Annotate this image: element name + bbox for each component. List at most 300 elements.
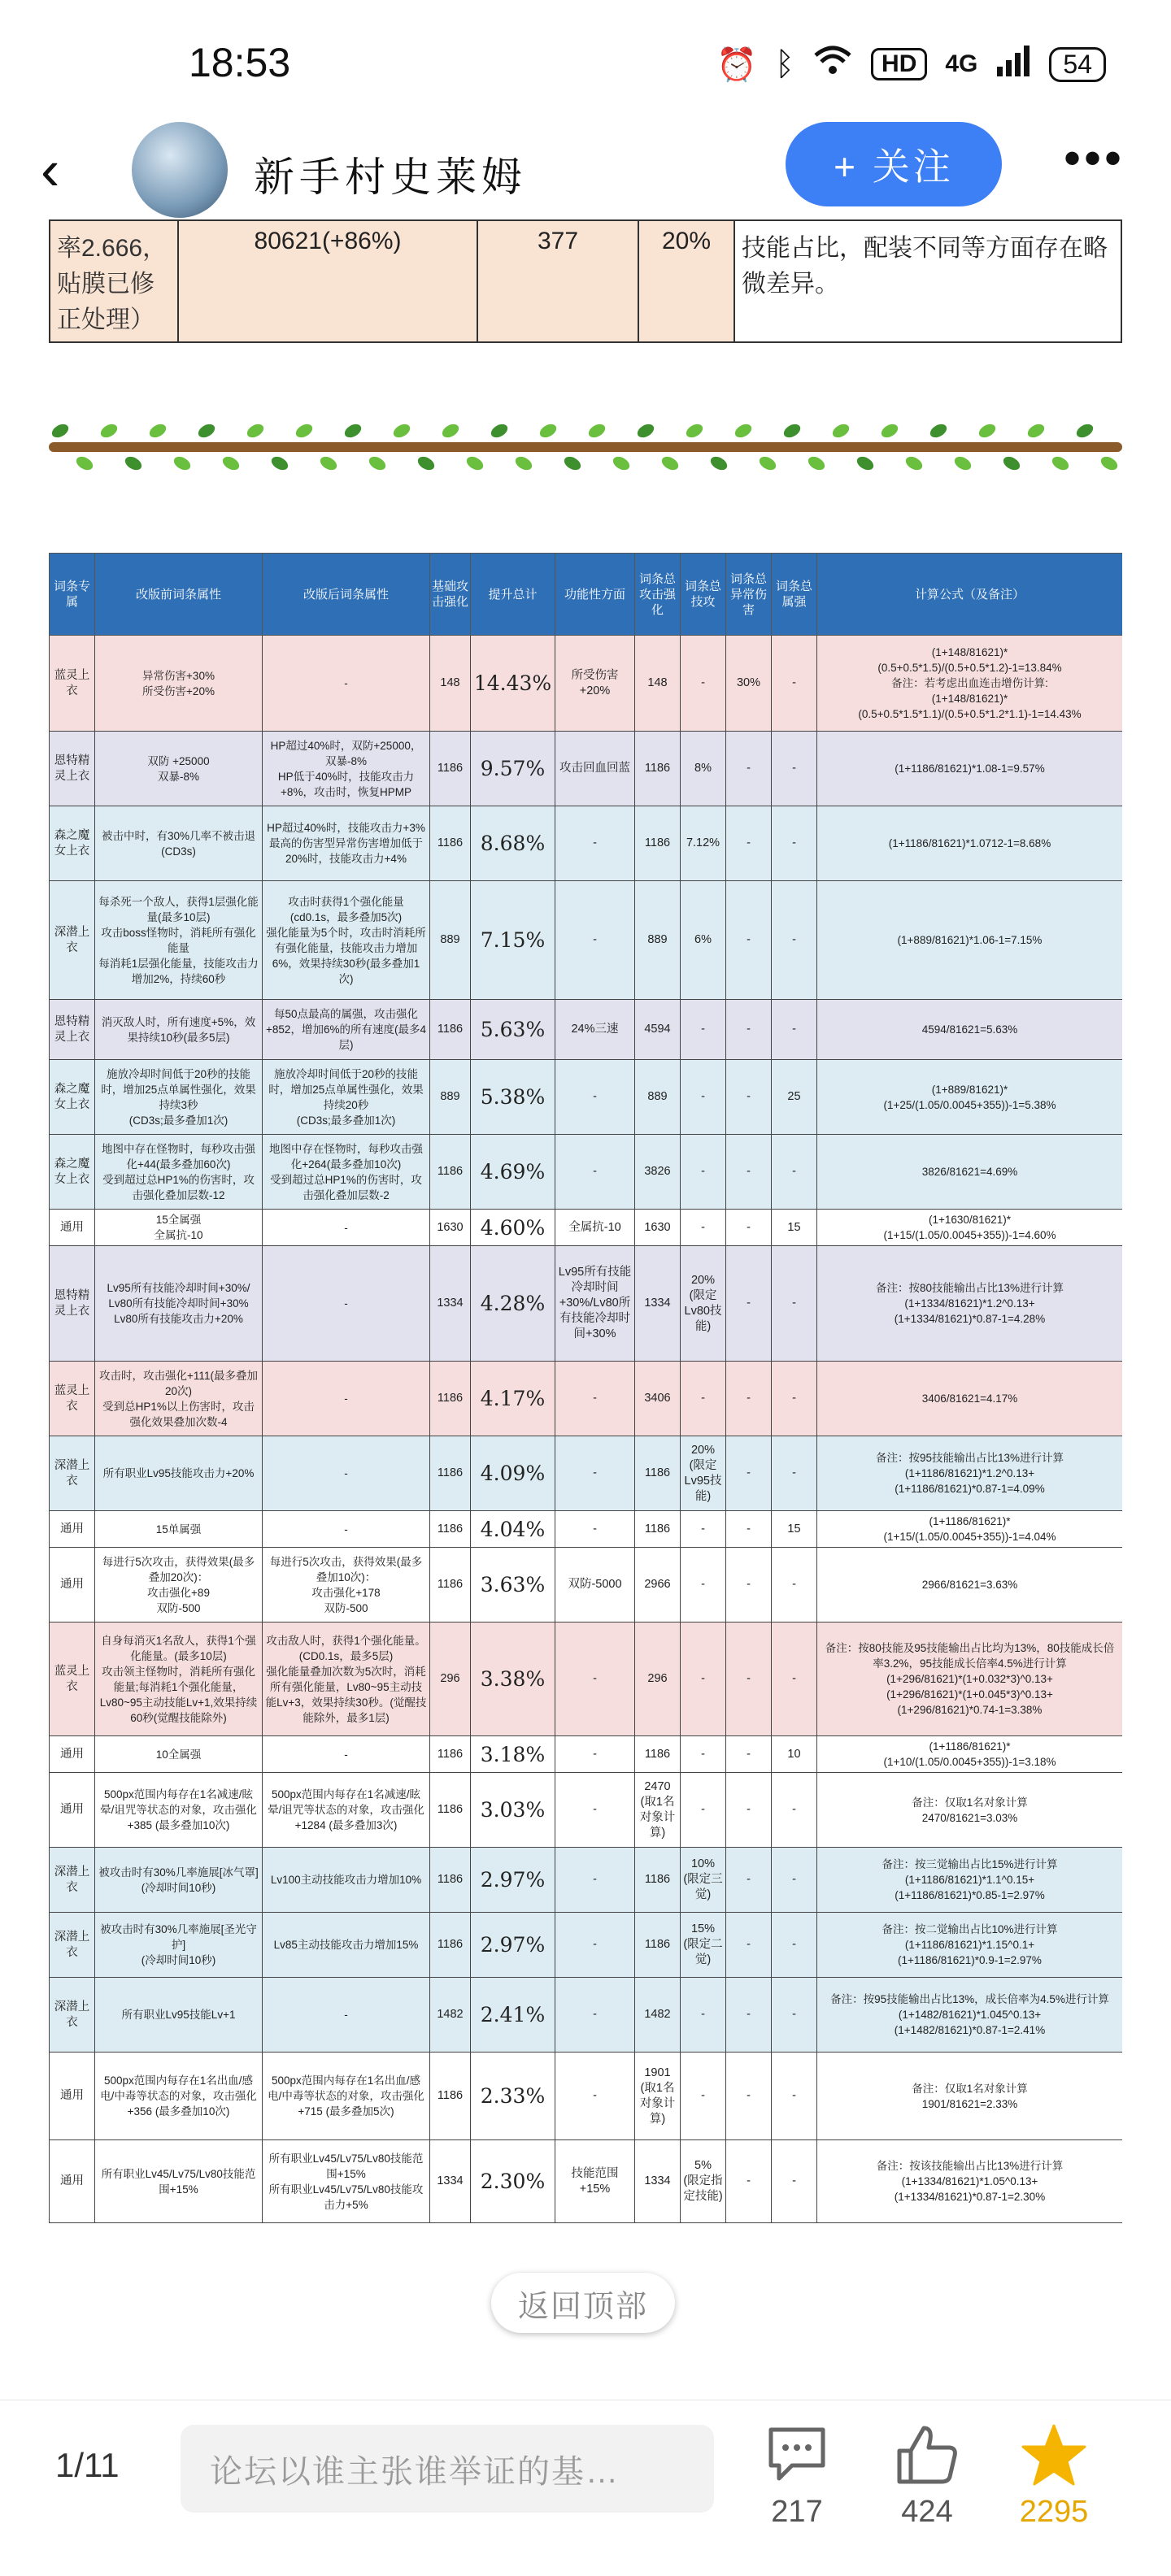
cell-formula: 备注：按95技能输出占比13%，成长倍率为4.5%进行计算 (1+1482/81621)*1.045^0.13+ (1+1482/81621)*0.87-1=2.41% xyxy=(817,1978,1123,2053)
table-cell xyxy=(50,220,178,342)
cell-base: 1186 xyxy=(430,732,471,806)
leaf-shape xyxy=(977,421,998,440)
cell-base: 1334 xyxy=(430,2140,471,2223)
cell-atk: 2966 xyxy=(635,1548,681,1622)
cell-text: 20% xyxy=(661,228,712,254)
leaf-shape xyxy=(806,454,827,472)
cell-formula: 备注：按80技能输出占比13%进行计算 (1+1334/81621)*1.2^0.13+ (1+1334/81621)*0.87-1=4.28% xyxy=(817,1246,1123,1362)
cell-abn: - xyxy=(726,1362,772,1436)
cell-func: - xyxy=(555,1848,635,1913)
cell-after: 500px范围内每存在1名出血/感电/中毒等状态的对象，攻击强化+715 (最多叠加5次) xyxy=(263,2053,430,2140)
cell-formula: (1+1186/81621)*1.0712-1=8.68% xyxy=(817,806,1123,881)
cell-skill: - xyxy=(681,1511,726,1548)
cell-total: 7.15% xyxy=(471,881,555,1000)
column-header: 词条总异常伤害 xyxy=(726,554,772,636)
table-row xyxy=(50,1848,1123,1913)
cell-abn: - xyxy=(726,806,772,881)
hd-badge: HD xyxy=(871,48,927,80)
cell-before: 被攻击时有30%几率施展[圣光守护] (冷却时间10秒) xyxy=(95,1913,263,1978)
cell-elem: - xyxy=(772,2053,817,2140)
cell-total: 4.09% xyxy=(471,1436,555,1511)
cell-skill: - xyxy=(681,1135,726,1210)
cell-skill: - xyxy=(681,1548,726,1622)
leaf-shape xyxy=(74,454,95,472)
cell-func: 技能范围+15% xyxy=(555,2140,635,2223)
cell-formula: 2966/81621=3.63% xyxy=(817,1548,1123,1622)
alarm-icon: ⏰ xyxy=(716,46,758,83)
cell-atk: 4594 xyxy=(635,1000,681,1060)
table-row xyxy=(50,636,1123,732)
leaf-shape xyxy=(220,454,242,472)
more-icon[interactable]: ••• xyxy=(1064,131,1125,185)
cell-skill: 20% (限定Lv95技能) xyxy=(681,1436,726,1511)
table-row xyxy=(50,881,1123,1000)
cell-func: 24%三速 xyxy=(555,1000,635,1060)
cell-abn: - xyxy=(726,1436,772,1511)
cell-formula: 3826/81621=4.69% xyxy=(817,1135,1123,1210)
leaf-shape xyxy=(855,454,876,472)
cell-base: 296 xyxy=(430,1622,471,1736)
cell-elem: - xyxy=(772,1622,817,1736)
cell-func: - xyxy=(555,1362,635,1436)
cell-elem: - xyxy=(772,1978,817,2053)
cell-skill: - xyxy=(681,1210,726,1246)
cell-skill: - xyxy=(681,1773,726,1848)
cell-elem: - xyxy=(772,1362,817,1436)
cell-slot: 通用 xyxy=(50,1511,95,1548)
leaf-shape xyxy=(367,454,388,472)
leaf-shape xyxy=(611,454,632,472)
cell-formula: 备注：按三觉输出占比15%进行计算 (1+1186/81621)*1.1^0.15+ (1+1186/81621)*0.85-1=2.97% xyxy=(817,1848,1123,1913)
cell-slot: 通用 xyxy=(50,1773,95,1848)
cell-total: 8.68% xyxy=(471,806,555,881)
cell-elem: 15 xyxy=(772,1210,817,1246)
signal-icon xyxy=(995,44,1031,85)
cell-after: - xyxy=(263,1362,430,1436)
status-icons xyxy=(716,44,1106,85)
cell-atk: 1186 xyxy=(635,806,681,881)
cell-abn: - xyxy=(726,1000,772,1060)
cell-formula: 备注：仅取1名对象计算 1901/81621=2.33% xyxy=(817,2053,1123,2140)
avatar[interactable] xyxy=(132,122,228,218)
table-row xyxy=(50,1511,1123,1548)
cell-slot: 通用 xyxy=(50,1736,95,1773)
leaf-shape xyxy=(538,421,559,440)
post-content xyxy=(49,219,1122,2341)
comparison-table-wrap xyxy=(49,553,1122,2223)
table-row xyxy=(50,1773,1123,1848)
leaf-shape xyxy=(464,454,485,472)
cell-after: - xyxy=(263,1210,430,1246)
cell-after: Lv85主动技能攻击力增加15% xyxy=(263,1913,430,1978)
column-header: 基础攻击强化 xyxy=(430,554,471,636)
cell-elem: - xyxy=(772,732,817,806)
cell-elem: - xyxy=(772,1135,817,1210)
table-row xyxy=(50,1913,1123,1978)
cell-skill: - xyxy=(681,1000,726,1060)
cell-atk: 3826 xyxy=(635,1135,681,1210)
follow-button[interactable]: + 关注 xyxy=(786,122,1002,206)
cell-after: - xyxy=(263,1511,430,1548)
like-count: 424 xyxy=(901,2495,953,2529)
back-to-top-button[interactable]: 返回顶部 xyxy=(491,2273,675,2333)
thumbs-up-icon xyxy=(878,2418,976,2491)
cell-func: - xyxy=(555,1736,635,1773)
bluetooth-icon: ᛒ xyxy=(775,46,795,82)
cell-skill: 5% (限定指定技能) xyxy=(681,2140,726,2223)
table-row xyxy=(50,1210,1123,1246)
cell-formula: 备注：按95技能输出占比13%进行计算 (1+1186/81621)*1.2^0.13+ (1+1186/81621)*0.87-1=4.09% xyxy=(817,1436,1123,1511)
cell-abn: - xyxy=(726,732,772,806)
cell-slot: 森之魔女上衣 xyxy=(50,806,95,881)
cell-base: 1186 xyxy=(430,1511,471,1548)
cell-total: 9.57% xyxy=(471,732,555,806)
table-cell xyxy=(734,220,1121,342)
cell-before: 消灭敌人时，所有速度+5%，效果持续10秒(最多5层) xyxy=(95,1000,263,1060)
leaf-shape xyxy=(1025,421,1047,440)
cell-base: 1186 xyxy=(430,1135,471,1210)
cell-before: 每杀死一个敌人，获得1层强化能量(最多10层) 攻击boss怪物时，消耗所有强化能量 每消耗1层强化能量，技能攻击力增加2%，持续60秒 xyxy=(95,881,263,1000)
cell-slot: 深潜上衣 xyxy=(50,1978,95,2053)
cell-atk: 1186 xyxy=(635,1436,681,1511)
leaf-shape xyxy=(660,454,681,472)
leaf-shape xyxy=(635,421,656,440)
page-indicator[interactable]: 1/11 xyxy=(55,2446,120,2484)
cell-slot: 森之魔女上衣 xyxy=(50,1135,95,1210)
cell-skill: - xyxy=(681,1622,726,1736)
cell-formula: 备注：按该技能输出占比13%进行计算 (1+1334/81621)*1.05^0.13+ (1+1334/81621)*0.87-1=2.30% xyxy=(817,2140,1123,2223)
leaf-shape xyxy=(98,421,120,440)
cell-abn: 30% xyxy=(726,636,772,732)
cell-func: - xyxy=(555,1135,635,1210)
leaf-shape xyxy=(562,454,583,472)
cell-before: 被攻击时有30%几率施展[冰气罩] (冷却时间10秒) xyxy=(95,1848,263,1913)
cell-skill: - xyxy=(681,636,726,732)
cell-before: 500px范围内每存在1名出血/感电/中毒等状态的对象，攻击强化+356 (最多叠加10次) xyxy=(95,2053,263,2140)
cell-abn: - xyxy=(726,1210,772,1246)
cell-elem: - xyxy=(772,1000,817,1060)
leaf-shape xyxy=(757,454,778,472)
cell-text: 技能占比，配装不同等方面存在略微差异。 xyxy=(742,235,1108,298)
cell-formula: (1+889/81621)*1.06-1=7.15% xyxy=(817,881,1123,1000)
cell-func: - xyxy=(555,1913,635,1978)
leaf-shape xyxy=(1074,421,1095,440)
leaf-shape xyxy=(172,454,193,472)
cell-abn: - xyxy=(726,1848,772,1913)
table-row xyxy=(50,1436,1123,1511)
cell-abn: - xyxy=(726,2053,772,2140)
cell-total: 4.17% xyxy=(471,1362,555,1436)
comment-button[interactable] xyxy=(748,2418,846,2530)
like-button[interactable] xyxy=(878,2418,976,2530)
cell-elem: - xyxy=(772,1773,817,1848)
column-header: 计算公式（及备注） xyxy=(817,554,1123,636)
table-row xyxy=(50,1622,1123,1736)
cell-base: 1186 xyxy=(430,2053,471,2140)
cell-before: 所有职业Lv95技能攻击力+20% xyxy=(95,1436,263,1511)
cell-formula: (1+1186/81621)* (1+15/(1.05/0.0045+355))-1=4.04% xyxy=(817,1511,1123,1548)
column-header: 改版前词条属性 xyxy=(95,554,263,636)
leaf-shape xyxy=(830,421,851,440)
cell-after: 每50点最高的属强，攻击强化+852，增加6%的所有速度(最多4层) xyxy=(263,1000,430,1060)
cell-base: 889 xyxy=(430,881,471,1000)
favorite-count: 2295 xyxy=(1019,2495,1089,2529)
leaf-shape xyxy=(318,454,339,472)
cell-elem: - xyxy=(772,1246,817,1362)
leaf-shape xyxy=(903,454,925,472)
table-row xyxy=(50,1978,1123,2053)
cell-total: 4.04% xyxy=(471,1511,555,1548)
leaf-shape xyxy=(1001,454,1022,472)
cell-slot: 森之魔女上衣 xyxy=(50,1060,95,1135)
table-row xyxy=(50,1135,1123,1210)
cell-after: - xyxy=(263,1246,430,1362)
cell-before: 自身每消灭1名敌人，获得1个强化能量。(最多10层) 攻击领主怪物时，消耗所有强化能量;每消耗1个强化能量，Lv80~95主动技能Lv+1,效果持续60秒(觉醒技能除外) xyxy=(95,1622,263,1736)
cell-atk: 1334 xyxy=(635,1246,681,1362)
cell-skill: 20% (限定Lv80技能) xyxy=(681,1246,726,1362)
cell-before: 施放冷却时间低于20秒的技能时，增加25点单属性强化，效果持续3秒 (CD3s;最多叠加1次) xyxy=(95,1060,263,1135)
cell-elem: - xyxy=(772,636,817,732)
cell-skill: - xyxy=(681,1978,726,2053)
leaf-shape xyxy=(147,421,168,440)
leaf-shape xyxy=(269,454,290,472)
cell-total: 14.43% xyxy=(471,636,555,732)
table-row xyxy=(50,1060,1123,1135)
cell-slot: 深潜上衣 xyxy=(50,1436,95,1511)
cell-after: 施放冷却时间低于20秒的技能时，增加25点单属性强化，效果持续20秒 (CD3s;最多叠加1次) xyxy=(263,1060,430,1135)
cell-formula: 备注：按80技能及95技能输出占比均为13%，80技能成长倍率3.2%，95技能成长倍率4.5%进行计算 (1+296/81621)*(1+0.032*3)^0.13+ (1+296/81621)*(1+0.045*3)^0.13+ (1+296/81621)*0.74-1=3.38% xyxy=(817,1622,1123,1736)
cell-skill: - xyxy=(681,1060,726,1135)
cell-elem: 25 xyxy=(772,1060,817,1135)
cell-base: 1186 xyxy=(430,1000,471,1060)
leaf-shape xyxy=(294,421,315,440)
table-row xyxy=(50,1246,1123,1362)
cell-slot: 深潜上衣 xyxy=(50,1913,95,1978)
cell-func: - xyxy=(555,1773,635,1848)
cell-before: 15单属强 xyxy=(95,1511,263,1548)
column-header: 词条总攻击强化 xyxy=(635,554,681,636)
cell-total: 3.03% xyxy=(471,1773,555,1848)
cell-total: 3.38% xyxy=(471,1622,555,1736)
cell-before: 10全属强 xyxy=(95,1736,263,1773)
cell-func: - xyxy=(555,881,635,1000)
battery-icon: 54 xyxy=(1049,47,1106,82)
cell-after: 攻击敌人时，获得1个强化能量。(CD0.1s，最多5层) 强化能量叠加次数为5次时，消耗所有强化能量，Lv80~95主动技能Lv+3，效果持续30秒。(觉醒技能除外，最多1层) xyxy=(263,1622,430,1736)
cell-after: 地图中存在怪物时，每秒攻击强化+264(最多叠加10次) 受到超过总HP1%的伤害时，攻击强化叠加层数-2 xyxy=(263,1135,430,1210)
cell-elem: - xyxy=(772,1436,817,1511)
cell-abn: - xyxy=(726,1773,772,1848)
comment-input[interactable]: 论坛以谁主张谁举证的基… xyxy=(181,2425,714,2513)
table-cell xyxy=(477,220,638,342)
cell-func: - xyxy=(555,1436,635,1511)
leaf-shape xyxy=(391,421,412,440)
leaf-shape xyxy=(928,421,949,440)
cell-atk: 1630 xyxy=(635,1210,681,1246)
cell-total: 4.28% xyxy=(471,1246,555,1362)
cell-elem: 10 xyxy=(772,1736,817,1773)
favorite-button[interactable] xyxy=(1005,2418,1103,2530)
cell-before: 500px范围内每存在1名减速/眩晕/诅咒等状态的对象，攻击强化+385 (最多叠加10次) xyxy=(95,1773,263,1848)
cell-abn: - xyxy=(726,1622,772,1736)
cell-elem: 15 xyxy=(772,1511,817,1548)
cell-abn: - xyxy=(726,1135,772,1210)
cell-formula: (1+148/81621)* (0.5+0.5*1.5)/(0.5+0.5*1.2)-1=13.84% 备注：若考虑出血连击增伤计算: (1+148/81621)* (0.5+0.5*1.5*1.1)/(0.5+0.5*1.2*1.1)-1=14.43% xyxy=(817,636,1123,732)
cell-atk: 2470 (取1名对象计算) xyxy=(635,1773,681,1848)
cell-skill: - xyxy=(681,2053,726,2140)
cell-after: HP超过40%时，双防+25000，双暴-8% HP低于40%时，技能攻击力+8%，攻击时，恢复HPMP xyxy=(263,732,430,806)
cell-atk: 296 xyxy=(635,1622,681,1736)
cell-formula: (1+1186/81621)*1.08-1=9.57% xyxy=(817,732,1123,806)
cell-elem: - xyxy=(772,806,817,881)
cell-total: 5.63% xyxy=(471,1000,555,1060)
cell-atk: 1334 xyxy=(635,2140,681,2223)
cell-total: 2.41% xyxy=(471,1978,555,2053)
table-row xyxy=(50,806,1123,881)
leaf-shape xyxy=(245,421,266,440)
cell-base: 1186 xyxy=(430,1736,471,1773)
leaf-shape xyxy=(440,421,461,440)
cell-base: 1186 xyxy=(430,1848,471,1913)
cell-after: 500px范围内每存在1名减速/眩晕/诅咒等状态的对象，攻击强化+1284 (最多叠加3次) xyxy=(263,1773,430,1848)
cell-func: - xyxy=(555,1060,635,1135)
cell-func: - xyxy=(555,806,635,881)
cell-atk: 1482 xyxy=(635,1978,681,2053)
cell-before: Lv95所有技能冷却时间+30%/ Lv80所有技能冷却时间+30% Lv80所有技能攻击力+20% xyxy=(95,1246,263,1362)
leaf-shape xyxy=(1099,454,1120,472)
cell-base: 1186 xyxy=(430,1436,471,1511)
cell-formula: 备注：仅取1名对象计算 2470/81621=3.03% xyxy=(817,1773,1123,1848)
cell-formula: (1+889/81621)* (1+25/(1.05/0.0045+355))-1=5.38% xyxy=(817,1060,1123,1135)
cell-slot: 通用 xyxy=(50,1548,95,1622)
cell-before: 攻击时，攻击强化+111(最多叠加20次) 受到总HP1%以上伤害时，攻击强化效果叠加次数-4 xyxy=(95,1362,263,1436)
cell-total: 2.97% xyxy=(471,1913,555,1978)
column-header: 提升总计 xyxy=(471,554,555,636)
cell-atk: 1186 xyxy=(635,1913,681,1978)
cell-abn: - xyxy=(726,1511,772,1548)
cell-before: 地图中存在怪物时，每秒攻击强化+44(最多叠加60次) 受到超过总HP1%的伤害时，攻击强化叠加层数-12 xyxy=(95,1135,263,1210)
username[interactable]: 新手村史莱姆 xyxy=(254,154,527,200)
leaf-shape xyxy=(733,421,754,440)
cell-slot: 蓝灵上衣 xyxy=(50,1362,95,1436)
table-header-row xyxy=(50,554,1123,636)
cell-base: 1334 xyxy=(430,1246,471,1362)
table-row xyxy=(50,220,1121,342)
vine-divider xyxy=(49,411,1122,484)
cell-abn: - xyxy=(726,1060,772,1135)
cell-elem: - xyxy=(772,881,817,1000)
table-row xyxy=(50,2053,1123,2140)
table-cell xyxy=(178,220,477,342)
cell-base: 1186 xyxy=(430,1548,471,1622)
cell-skill: 8% xyxy=(681,732,726,806)
cell-elem: - xyxy=(772,1913,817,1978)
cell-slot: 通用 xyxy=(50,2053,95,2140)
cell-total: 3.18% xyxy=(471,1736,555,1773)
cell-formula: 备注：按二觉输出占比10%进行计算 (1+1186/81621)*1.15^0.1+ (1+1186/81621)*0.9-1=2.97% xyxy=(817,1913,1123,1978)
cell-base: 1186 xyxy=(430,1362,471,1436)
cell-after: 攻击时获得1个强化能量(cd0.1s，最多叠加5次) 强化能量为5个时，攻击时消耗所有强化能量，技能攻击力增加6%，效果持续30秒(最多叠加1次) xyxy=(263,881,430,1000)
cell-after: 每进行5次攻击，获得效果(最多叠加10次)： 攻击强化+178 双防-500 xyxy=(263,1548,430,1622)
cell-before: 所有职业Lv45/Lv75/Lv80技能范围+15% xyxy=(95,2140,263,2223)
cell-func: 攻击回血回蓝 xyxy=(555,732,635,806)
cell-abn: - xyxy=(726,1246,772,1362)
cell-after: - xyxy=(263,1978,430,2053)
cell-atk: 3406 xyxy=(635,1362,681,1436)
cell-func: 双防-5000 xyxy=(555,1548,635,1622)
back-icon[interactable]: ‹ xyxy=(41,138,60,202)
cell-after: Lv100主动技能攻击力增加10% xyxy=(263,1848,430,1913)
cell-func: 所受伤害+20% xyxy=(555,636,635,732)
cell-atk: 1901 (取1名对象计算) xyxy=(635,2053,681,2140)
table-row xyxy=(50,732,1123,806)
bottom-bar xyxy=(0,2400,1171,2576)
cell-atk: 889 xyxy=(635,881,681,1000)
wifi-icon xyxy=(812,44,853,85)
cell-slot: 恩特精灵上衣 xyxy=(50,1000,95,1060)
cell-elem: - xyxy=(772,2140,817,2223)
cell-after: - xyxy=(263,1436,430,1511)
table-cell xyxy=(638,220,734,342)
cell-elem: - xyxy=(772,1548,817,1622)
cell-abn: - xyxy=(726,1736,772,1773)
cell-formula: (1+1630/81621)* (1+15/(1.05/0.0045+355))-1=4.60% xyxy=(817,1210,1123,1246)
leaf-shape xyxy=(586,421,607,440)
cell-slot: 通用 xyxy=(50,2140,95,2223)
cell-base: 889 xyxy=(430,1060,471,1135)
leaf-shape xyxy=(684,421,705,440)
column-header: 词条总属强 xyxy=(772,554,817,636)
cell-after: 所有职业Lv45/Lv75/Lv80技能范围+15% 所有职业Lv45/Lv75/Lv80技能攻击力+5% xyxy=(263,2140,430,2223)
cell-slot: 通用 xyxy=(50,1210,95,1246)
cell-skill: 6% xyxy=(681,881,726,1000)
cell-before: 被击中时，有30%几率不被击退(CD3s) xyxy=(95,806,263,881)
column-header: 功能性方面 xyxy=(555,554,635,636)
table-row xyxy=(50,1736,1123,1773)
cell-skill: 7.12% xyxy=(681,806,726,881)
cell-base: 148 xyxy=(430,636,471,732)
cell-base: 1186 xyxy=(430,1773,471,1848)
leaf-shape xyxy=(879,421,900,440)
post-header xyxy=(0,122,1171,219)
cell-before: 所有职业Lv95技能Lv+1 xyxy=(95,1978,263,2053)
cell-func: - xyxy=(555,1511,635,1548)
cell-text: 80621(+86%) xyxy=(254,228,402,254)
cell-after: - xyxy=(263,1736,430,1773)
leaf-shape xyxy=(952,454,973,472)
cell-total: 4.69% xyxy=(471,1135,555,1210)
cell-atk: 1186 xyxy=(635,1736,681,1773)
column-header: 词条总技攻 xyxy=(681,554,726,636)
leaf-shape xyxy=(708,454,729,472)
cell-func: 全属抗-10 xyxy=(555,1210,635,1246)
cell-total: 5.38% xyxy=(471,1060,555,1135)
cell-formula: (1+1186/81621)* (1+10/(1.05/0.0045+355))-1=3.18% xyxy=(817,1736,1123,1773)
previous-table-fragment xyxy=(49,219,1122,343)
comment-count: 217 xyxy=(771,2495,823,2529)
status-time: 18:53 xyxy=(189,40,291,85)
cell-slot: 蓝灵上衣 xyxy=(50,636,95,732)
leaf-shape xyxy=(50,421,71,440)
leaf-shape xyxy=(489,421,510,440)
cell-elem: - xyxy=(772,1848,817,1913)
cell-func: - xyxy=(555,1978,635,2053)
star-icon xyxy=(1005,2418,1103,2491)
comparison-table xyxy=(49,553,1122,2223)
leaf-shape xyxy=(342,421,363,440)
cell-before: 15全属强 全属抗-10 xyxy=(95,1210,263,1246)
cell-after: HP超过40%时，技能攻击力+3% 最高的伤害型异常伤害增加低于20%时，技能攻击力+4% xyxy=(263,806,430,881)
table-row xyxy=(50,2140,1123,2223)
